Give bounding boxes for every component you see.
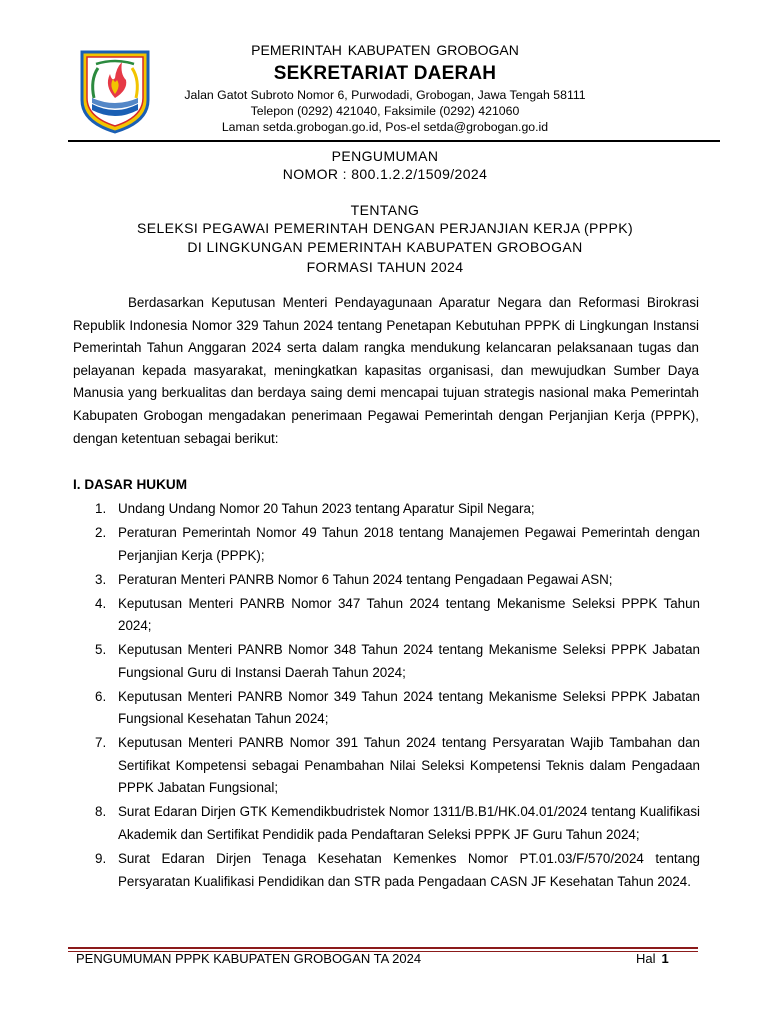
office-address: Jalan Gatot Subroto Nomor 6, Purwodadi, Grobogan, Jawa Tengah 58111 [184,88,586,102]
list-item-text: Surat Edaran Dirjen GTK Kemendikbudristek Nomor 1311/B.B1/HK.04.01/2024 tentang Kualifikasi Akademik dan Sertifikat Pendidik pada Pendaftaran Seleksi PPPK JF Guru Tahun 2024; [118,804,700,843]
list-item [73,522,700,567]
page-label: Hal [636,951,656,966]
office-name: SEKRETARIAT DAERAH [273,63,497,84]
list-item-number: 1. [95,501,107,516]
list-item-text: Undang Undang Nomor 20 Tahun 2023 tentang Aparatur Sipil Negara; [118,501,535,516]
list-item-text: Keputusan Menteri PANRB Nomor 347 Tahun 2024 tentang Mekanisme Seleksi PPPK Tahun 2024; [118,595,700,634]
office-phone: Telepon (0292) 421040, Faksimile (0292) 421060 [250,104,520,118]
list-item-text: Surat Edaran Dirjen Tenaga Kesehatan Kemenkes Nomor PT.01.03/F/570/2024 tentang Persyaratan Kualifikasi Pendidikan dan STR pada Pengadaan CASN JF Kesehatan Tahun 2024. [118,851,700,889]
section-heading: I. DASAR HUKUM [73,477,188,492]
list-item [73,686,700,731]
page-number: 1 [661,951,669,966]
subject-label: TENTANG [350,202,420,218]
list-item-text: Peraturan Pemerintah Nomor 49 Tahun 2018 tentang Manajemen Pegawai Pemerintah dengan Perjanjian Kerja (PPPK); [118,524,700,563]
page-indicator [636,951,669,966]
subject-line-2: DI LINGKUNGAN PEMERINTAH KABUPATEN GROBOGAN [187,239,583,255]
letterhead-divider [68,140,720,142]
list-item-text: Keputusan Menteri PANRB Nomor 349 Tahun 2024 tentang Mekanisme Seleksi PPPK Jabatan Fungsional Kesehatan Tahun 2024; [118,688,700,727]
list-item [73,498,700,521]
legal-basis-list [73,498,700,895]
footer-divider [68,947,698,949]
doc-type-title: PENGUMUMAN [331,148,439,164]
list-item-number: 6. [95,688,107,704]
list-item [73,801,700,846]
government-name: PEMERINTAH KABUPATEN GROBOGAN [251,42,519,58]
list-item-number: 9. [95,851,107,867]
list-item-number: 2. [95,524,107,540]
list-item [73,593,700,638]
intro-paragraph: Berdasarkan Keputusan Menteri Pendayagunaan Aparatur Negara dan Reformasi Birokrasi Republik Indonesia Nomor 329 Tahun 2024 tentang Penetapan Kebutuhan PPPK di Lingkungan Instansi Pemerintah Tahun Anggaran 2024 serta dalam rangka mendukung kelancaran pelaksanaan tugas dan pelayanan kepada masyarakat, meningkatkan kapasitas organisasi, dan mewujudkan Sumber Daya Manusia yang berkualitas dan berdaya saing demi mencapai tujuan strategis nasional maka Pemerintah Kabupaten Grobogan mengadakan penerimaan Pegawai Pemerintah dengan Perjanjian Kerja (PPPK), dengan ketentuan sebagai berikut: [73,295,699,446]
list-item-number: 8. [95,804,107,820]
subject-line-1: SELEKSI PEGAWAI PEMERINTAH DENGAN PERJANJIAN KERJA (PPPK) [136,220,634,236]
list-item-number: 7. [95,735,107,751]
list-item [73,848,700,893]
list-item-number: 4. [95,595,107,611]
office-web-email: Laman setda.grobogan.go.id, Pos-el setda@grobogan.go.id [221,120,549,134]
doc-number: NOMOR : 800.1.2.2/1509/2024 [282,166,488,182]
list-item-text: Keputusan Menteri PANRB Nomor 391 Tahun 2024 tentang Persyaratan Wajib Tambahan dan Sertifikat Kompetensi sebagai Penambahan Nilai Seleksi Kompetensi Teknis dalam Pengadaan PPPK Jabatan Fungsional; [118,735,700,796]
list-item [73,569,700,592]
subject-line-3: FORMASI TAHUN 2024 [306,259,464,275]
list-item-text: Peraturan Menteri PANRB Nomor 6 Tahun 2024 tentang Pengadaan Pegawai ASN; [118,571,613,587]
list-item-text: Keputusan Menteri PANRB Nomor 348 Tahun 2024 tentang Mekanisme Seleksi PPPK Jabatan Fungsional Guru di Instansi Daerah Tahun 2024; [118,642,700,680]
list-item-number: 3. [95,571,107,587]
footer-title: PENGUMUMAN PPPK KABUPATEN GROBOGAN TA 2024 [76,951,422,966]
list-item [73,732,700,800]
list-item [73,639,700,684]
list-item-number: 5. [95,642,107,658]
grobogan-regency-crest-icon [78,48,152,134]
